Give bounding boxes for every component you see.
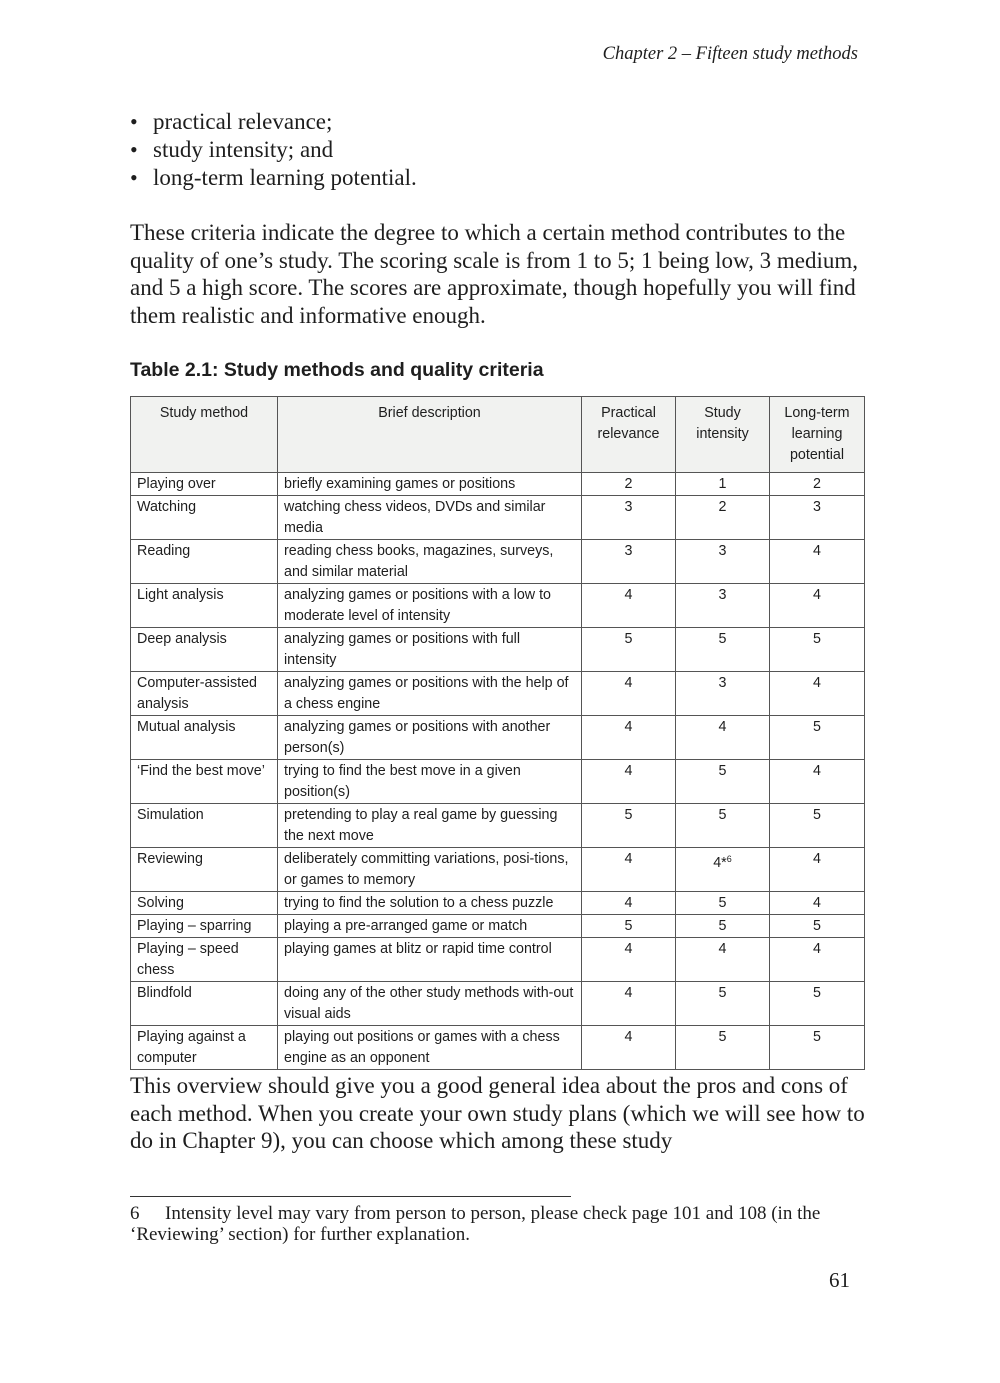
- table-row: [131, 628, 865, 672]
- header-study-intensity: Study intensity: [676, 397, 770, 473]
- cell-long-term-potential: 4: [770, 938, 865, 982]
- cell-study-method: Watching: [131, 496, 278, 540]
- table-row: [131, 804, 865, 848]
- table-row: [131, 848, 865, 892]
- cell-study-intensity: 5: [676, 628, 770, 672]
- cell-study-method: Reading: [131, 540, 278, 584]
- cell-description: doing any of the other study methods with-out visual aids: [278, 982, 582, 1026]
- cell-practical-relevance: 4: [582, 982, 676, 1026]
- header-long-term-learning-potential: Long-term learning potential: [770, 397, 865, 473]
- cell-description: analyzing games or positions with another person(s): [278, 716, 582, 760]
- cell-study-intensity: 3: [676, 540, 770, 584]
- table-row: [131, 496, 865, 540]
- cell-long-term-potential: 4: [770, 892, 865, 915]
- header-brief-description: Brief description: [278, 397, 582, 473]
- cell-study-intensity: 5: [676, 1026, 770, 1070]
- cell-description: pretending to play a real game by guessing the next move: [278, 804, 582, 848]
- cell-practical-relevance: 4: [582, 760, 676, 804]
- cell-practical-relevance: 4: [582, 938, 676, 982]
- cell-study-method: Playing against a computer: [131, 1026, 278, 1070]
- cell-study-intensity: 2: [676, 496, 770, 540]
- footnote: [130, 1203, 875, 1245]
- cell-long-term-potential: 5: [770, 915, 865, 938]
- table-header-row: [131, 397, 865, 473]
- cell-long-term-potential: 5: [770, 1026, 865, 1070]
- cell-long-term-potential: 4: [770, 584, 865, 628]
- cell-study-intensity: 5: [676, 804, 770, 848]
- cell-practical-relevance: 5: [582, 628, 676, 672]
- cell-study-intensity: 5: [676, 760, 770, 804]
- header-practical-relevance: Practical relevance: [582, 397, 676, 473]
- cell-long-term-potential: 4: [770, 540, 865, 584]
- table-row: [131, 982, 865, 1026]
- cell-description: watching chess videos, DVDs and similar media: [278, 496, 582, 540]
- cell-study-method: Reviewing: [131, 848, 278, 892]
- cell-study-method: ‘Find the best move’: [131, 760, 278, 804]
- cell-study-intensity: 4*$^6$: [676, 848, 770, 892]
- list-item: • study intensity; and: [130, 136, 417, 164]
- cell-long-term-potential: 4: [770, 760, 865, 804]
- cell-description: analyzing games or positions with full intensity: [278, 628, 582, 672]
- table-row: [131, 672, 865, 716]
- cell-long-term-potential: 5: [770, 982, 865, 1026]
- cell-study-method: Light analysis: [131, 584, 278, 628]
- cell-long-term-potential: 3: [770, 496, 865, 540]
- cell-practical-relevance: 3: [582, 496, 676, 540]
- cell-study-intensity: 3: [676, 584, 770, 628]
- cell-description: trying to find the best move in a given position(s): [278, 760, 582, 804]
- cell-long-term-potential: 2: [770, 473, 865, 496]
- cell-description: trying to find the solution to a chess puzzle: [278, 892, 582, 915]
- cell-practical-relevance: 4: [582, 716, 676, 760]
- cell-study-intensity: 5: [676, 915, 770, 938]
- cell-study-method: Deep analysis: [131, 628, 278, 672]
- table-row: [131, 540, 865, 584]
- cell-description: analyzing games or positions with a low to moderate level of intensity: [278, 584, 582, 628]
- cell-description: playing out positions or games with a chess engine as an opponent: [278, 1026, 582, 1070]
- cell-study-intensity: 4: [676, 938, 770, 982]
- cell-long-term-potential: 5: [770, 628, 865, 672]
- cell-practical-relevance: 4: [582, 584, 676, 628]
- cell-description: playing a pre-arranged game or match: [278, 915, 582, 938]
- cell-practical-relevance: 5: [582, 804, 676, 848]
- cell-study-method: Solving: [131, 892, 278, 915]
- table-row: [131, 892, 865, 915]
- cell-long-term-potential: 4: [770, 672, 865, 716]
- list-item: • long-term learning potential.: [130, 164, 417, 192]
- list-item: • practical relevance;: [130, 108, 417, 136]
- cell-study-intensity: 1: [676, 473, 770, 496]
- cell-study-intensity: 5: [676, 982, 770, 1026]
- cell-practical-relevance: 4: [582, 1026, 676, 1070]
- cell-description: analyzing games or positions with the help of a chess engine: [278, 672, 582, 716]
- table-row: [131, 473, 865, 496]
- page-number: 61: [829, 1268, 850, 1292]
- table-caption: Table 2.1: Study methods and quality criteria: [130, 359, 544, 381]
- table-row: [131, 915, 865, 938]
- cell-long-term-potential: 4: [770, 848, 865, 892]
- cell-description: reading chess books, magazines, surveys, and similar material: [278, 540, 582, 584]
- cell-practical-relevance: 2: [582, 473, 676, 496]
- table-row: [131, 716, 865, 760]
- cell-study-method: Blindfold: [131, 982, 278, 1026]
- criteria-list: [130, 108, 417, 192]
- cell-description: deliberately committing variations, posi-tions, or games to memory: [278, 848, 582, 892]
- cell-description: playing games at blitz or rapid time control: [278, 938, 582, 982]
- header-study-method: Study method: [131, 397, 278, 473]
- table-row: [131, 1026, 865, 1070]
- cell-practical-relevance: 3: [582, 540, 676, 584]
- cell-practical-relevance: 5: [582, 915, 676, 938]
- cell-practical-relevance: 4: [582, 892, 676, 915]
- study-methods-table: [130, 396, 865, 1070]
- footnote-divider: [130, 1196, 571, 1197]
- cell-study-method: Mutual analysis: [131, 716, 278, 760]
- table-row: [131, 760, 865, 804]
- cell-study-intensity: 4: [676, 716, 770, 760]
- footnote-number: 6: [130, 1203, 140, 1224]
- cell-study-method: Playing – sparring: [131, 915, 278, 938]
- table-row: [131, 938, 865, 982]
- cell-study-intensity: 3: [676, 672, 770, 716]
- cell-long-term-potential: 5: [770, 804, 865, 848]
- cell-study-method: Playing – speed chess: [131, 938, 278, 982]
- cell-practical-relevance: 4: [582, 672, 676, 716]
- cell-description: briefly examining games or positions: [278, 473, 582, 496]
- running-header: Chapter 2 – Fifteen study methods: [602, 44, 858, 64]
- cell-long-term-potential: 5: [770, 716, 865, 760]
- cell-study-intensity: 5: [676, 892, 770, 915]
- footnote-marker: 6: [726, 854, 732, 864]
- cell-study-method: Simulation: [131, 804, 278, 848]
- intro-paragraph: These criteria indicate the degree to which a certain method contributes to the quality of one’s study. The scoring scale is from 1 to 5; 1 being low, 3 medium, and 5 a high score. The scores are approximate, though hopefully you will find them realistic and informative enough.: [130, 220, 859, 328]
- cell-study-method: Computer-assisted analysis: [131, 672, 278, 716]
- table-row: [131, 584, 865, 628]
- cell-study-method: Playing over: [131, 473, 278, 496]
- footnote-text: Intensity level may vary from person to person, please check page 101 and 108 (in the ‘Reviewing’ section) for further explanation.: [130, 1203, 821, 1245]
- cell-practical-relevance: 4: [582, 848, 676, 892]
- closing-paragraph: This overview should give you a good general idea about the pros and cons of each method. When you create your own study plans (which we will see how to do in Chapter 9), you can choose which among these study: [130, 1073, 865, 1153]
